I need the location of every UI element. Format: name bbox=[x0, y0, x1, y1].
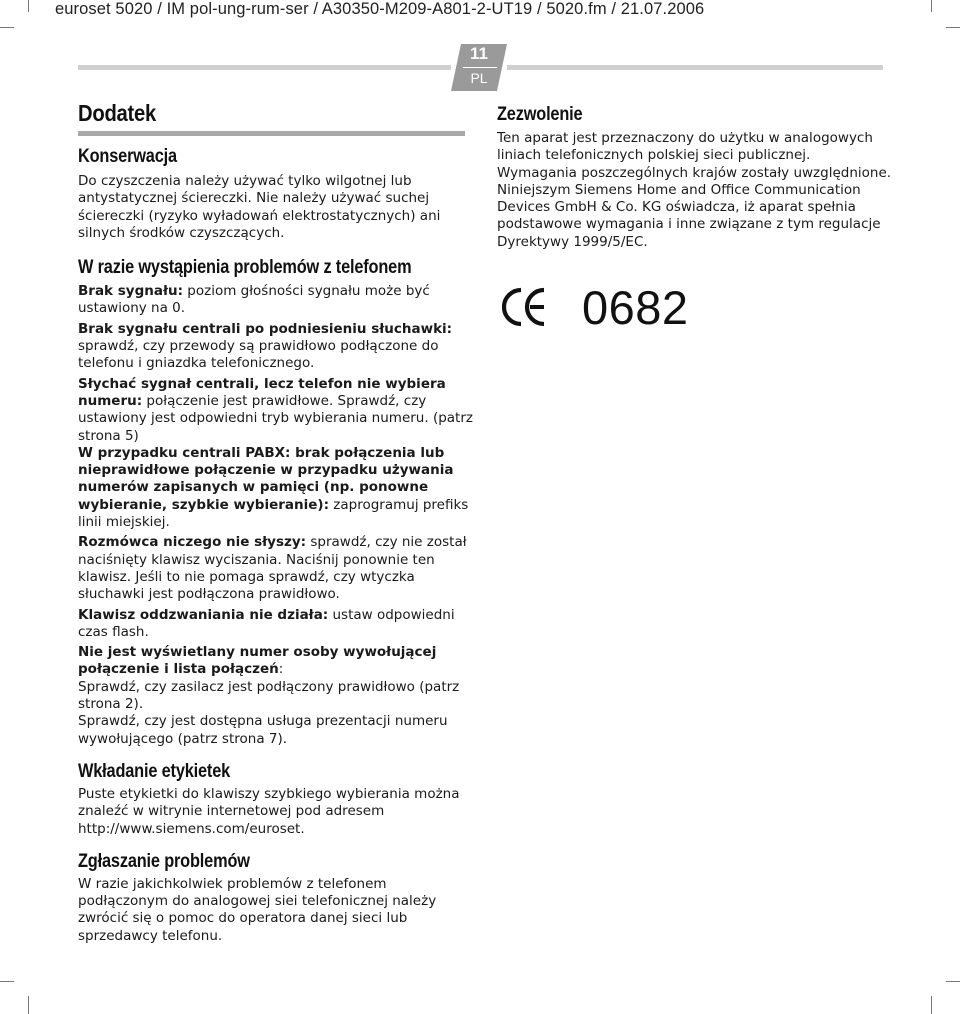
crop-mark bbox=[0, 27, 14, 28]
problem-text: : bbox=[278, 661, 284, 678]
page-number: 11 bbox=[470, 44, 488, 63]
section-heading-etykietki: Wkładanie etykietek bbox=[78, 760, 231, 782]
running-header: euroset 5020 / IM pol-ung-rum-ser / A30350-M209-A801-2-UT19 / 5020.fm / 21.07.2006 bbox=[55, 0, 705, 18]
problem-item bbox=[78, 607, 473, 642]
right-column bbox=[497, 103, 892, 251]
problem-label: Słychać sygnał centrali, lecz telefon nie wybiera numeru: bbox=[78, 375, 446, 409]
page-tab-divider bbox=[463, 67, 497, 68]
problem-text: sprawdź, czy nie został naciśnięty klawisz wyciszania. Naciśnij ponownie ten klawisz. Jeśli to nie pomaga sprawdź, czy wtyczka słuchawki jest podłączona prawidłowo. bbox=[78, 534, 467, 603]
problem-text: sprawdź, czy przewody są prawidłowo podłączone do telefonu i gniazdka telefonicznego. bbox=[78, 338, 439, 372]
crop-mark bbox=[28, 0, 29, 12]
problem-item bbox=[78, 376, 473, 445]
zezwolenie-paragraph: Niniejszym Siemens Home and Office Communication Devices GmbH & Co. KG oświadcza, iż aparat spełnia podstawowe wymagania i inne związane z tym regulacje Dyrektywy 1999/5/EC. bbox=[497, 181, 881, 250]
problem-list bbox=[78, 283, 473, 748]
problem-item bbox=[78, 445, 473, 531]
zezwolenie-paragraph: Wymagania poszczególnych krajów zostały uwzględnione. bbox=[497, 164, 892, 181]
header-rule-left bbox=[78, 65, 451, 70]
section-heading-zglaszanie: Zgłaszanie problemów bbox=[78, 850, 250, 872]
problem-item bbox=[78, 644, 473, 679]
header-rule-right bbox=[507, 65, 883, 70]
section-heading-konserwacja: Konserwacja bbox=[78, 146, 177, 167]
problem-item bbox=[78, 283, 473, 318]
problem-extra: Sprawdź, czy zasilacz jest podłączony prawidłowo (patrz strona 2). bbox=[78, 678, 460, 713]
problem-label: Rozmówca niczego nie słyszy: bbox=[78, 534, 307, 551]
problem-label: W przypadku centrali PABX: brak połączenia lub nieprawidłowe połączenie w przypadku używania numerów zapisanych w pamięci (np. ponowne wybieranie, szybkie wybieranie): bbox=[78, 444, 454, 513]
crop-mark bbox=[0, 981, 14, 982]
page-title: Dodatek bbox=[78, 100, 157, 126]
etykietki-text: Puste etykietki do klawiszy szybkiego wybierania można znaleźć w witrynie internetowej pod adresem http://www.siemens.com/euroset. bbox=[78, 785, 460, 837]
crop-mark bbox=[946, 981, 960, 982]
problem-label: Brak sygnału: bbox=[78, 283, 183, 300]
ce-notified-body-number: 0682 bbox=[582, 281, 689, 334]
title-rule bbox=[78, 131, 465, 136]
zezwolenie-paragraph: Ten aparat jest przeznaczony do użytku w analogowych liniach telefonicznych polskiej sieci publicznej. bbox=[497, 130, 873, 164]
section-heading-zezwolenie: Zezwolenie bbox=[497, 104, 583, 125]
crop-mark bbox=[931, 996, 932, 1014]
problem-label: Brak sygnału centrali po podniesieniu słuchawki: bbox=[78, 320, 453, 337]
crop-mark bbox=[946, 27, 960, 28]
problem-text: poziom głośności sygnału może być ustawiony na 0. bbox=[78, 283, 430, 317]
zglaszanie-text: W razie jakichkolwiek problemów z telefonem podłączonym do analogowej siei telefonicznej należy zwrócić się o pomoc do operatora danej sieci lub sprzedawcy telefonu. bbox=[78, 875, 437, 944]
page-language: PL bbox=[470, 70, 488, 86]
left-column bbox=[78, 145, 473, 945]
problem-extra: Sprawdź, czy jest dostępna usługa prezentacji numeru wywołującego (patrz strona 7). bbox=[78, 713, 448, 747]
crop-mark bbox=[931, 0, 932, 12]
problem-text: zaprogramuj prefiks linii miejskiej. bbox=[78, 496, 469, 531]
section-heading-problemy: W razie wystąpienia problemów z telefonem bbox=[78, 257, 412, 279]
problem-item bbox=[78, 321, 473, 373]
problem-label: Nie jest wyświetlany numer osoby wywołującej połączenie i lista połączeń bbox=[78, 644, 437, 678]
problem-text: połączenie jest prawidłowe. Sprawdź, czy ustawiony jest odpowiedni tryb wybierania numeru. (patrz strona 5) bbox=[78, 392, 473, 444]
problem-item bbox=[78, 534, 473, 603]
problem-text: ustaw odpowiedni czas flash. bbox=[78, 606, 455, 640]
konserwacja-text: Do czyszczenia należy używać tylko wilgotnej lub antystatycznej ściereczki. Nie należy używać suchej ściereczki (ryzyko wyładowań elektrostatycznych) ani silnych środków czyszczących. bbox=[78, 173, 441, 241]
crop-mark bbox=[28, 996, 29, 1014]
problem-label: Klawisz oddzwaniania nie działa: bbox=[78, 606, 329, 623]
ce-mark-icon bbox=[502, 287, 548, 327]
